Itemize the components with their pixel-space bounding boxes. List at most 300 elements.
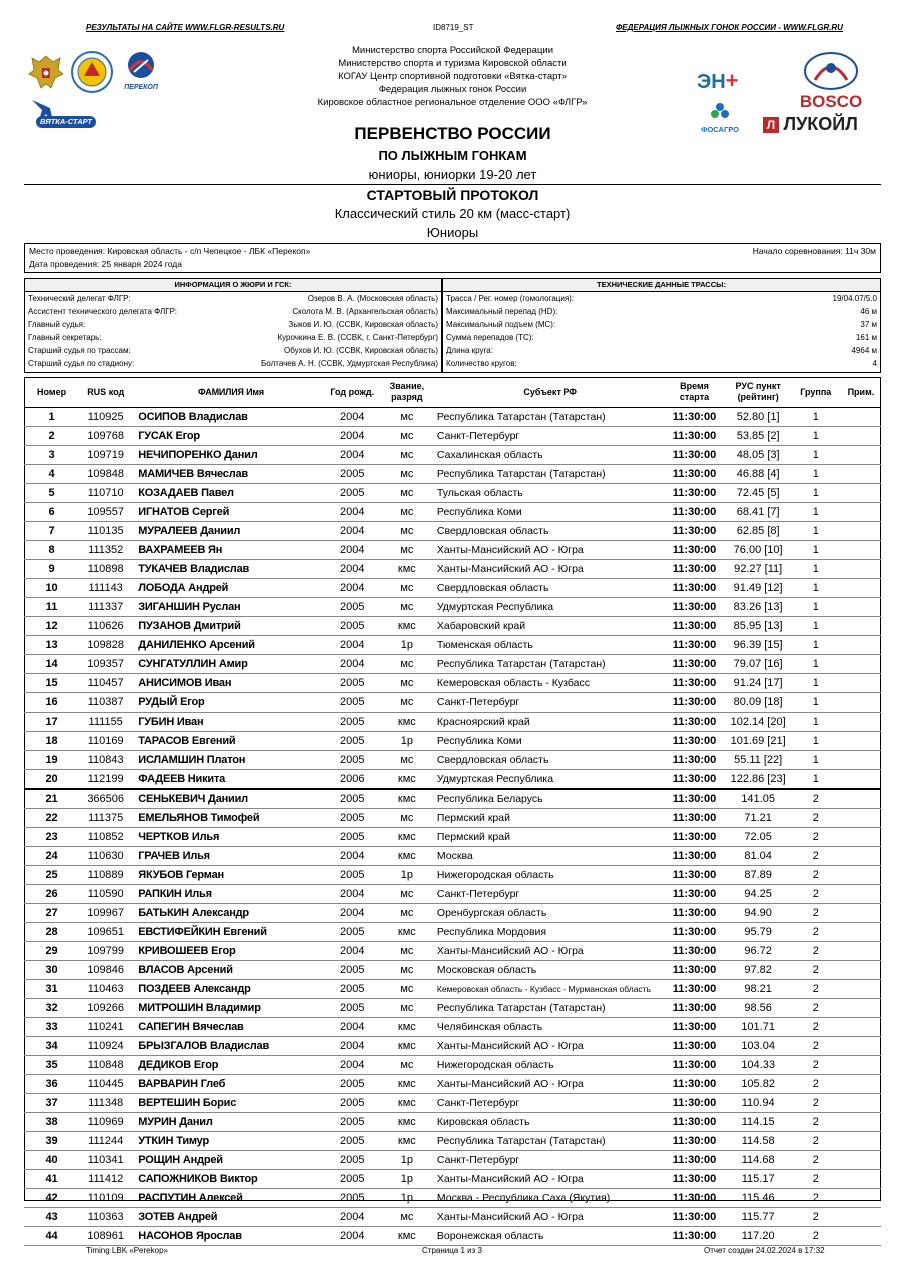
fosagro-text: ФОСАГРО [701,125,739,134]
region: Кемеровская область - Кузбасс [433,674,664,693]
birth-year: 2005 [324,1170,381,1189]
track-value: 4 [872,359,877,368]
table-row [24,541,881,560]
athlete-number: 20 [24,769,79,789]
birth-year: 2005 [324,617,381,636]
athlete-number: 30 [24,960,79,979]
rus-points: 115.77 [726,1208,791,1227]
rus-code: 110363 [79,1208,132,1227]
table-row [24,1056,881,1075]
track-label: Максимальный перепад (HD): [446,307,558,316]
group: 2 [791,1189,841,1208]
birth-year: 2005 [324,827,381,846]
note [841,522,881,541]
jury-value: Зыков И. Ю. (ССВК, Кировская область) [288,320,438,329]
rus-points: 114.68 [726,1151,791,1170]
rus-points: 98.21 [726,979,791,998]
jury-label: Главный секретарь: [28,333,102,342]
rank: кмс [381,560,433,579]
athlete-number: 21 [24,789,79,809]
note [841,1113,881,1132]
rank: мс [381,750,433,769]
note [841,541,881,560]
note [841,1037,881,1056]
start-time: 11:30:00 [663,1227,725,1246]
athlete-name: ЛОБОДА Андрей [132,579,323,598]
region: Республика Коми [433,731,664,750]
group: 2 [791,1018,841,1037]
region: Нижегородская область [433,865,664,884]
rus-code: 111375 [79,808,132,827]
start-time: 11:30:00 [663,712,725,731]
table-row [24,941,881,960]
group: 1 [791,636,841,655]
jury-value: Болтачев А. Н. (ССВК, Удмуртская Республика) [261,359,438,368]
region: Пермский край [433,808,664,827]
athlete-name: ИГНАТОВ Сергей [132,503,323,522]
group: 1 [791,617,841,636]
athlete-name: АНИСИМОВ Иван [132,674,323,693]
col-header-name: ФАМИЛИЯ Имя [132,377,323,408]
birth-year: 2004 [324,446,381,465]
rus-points: 55.11 [22] [726,750,791,769]
table-row [24,769,881,789]
group: 1 [791,693,841,712]
table-row [24,1037,881,1056]
athlete-number: 11 [24,598,79,617]
group: 1 [791,446,841,465]
note [841,1132,881,1151]
table-row [24,827,881,846]
table-row [24,789,881,809]
region: Московская область [433,960,664,979]
note [841,712,881,731]
rus-points: 103.04 [726,1037,791,1056]
start-time: 11:30:00 [663,884,725,903]
age-group: юниоры, юниорки 19-20 лет [368,167,537,182]
start-time: 11:30:00 [663,579,725,598]
athlete-number: 12 [24,617,79,636]
col-header-region: Субъект РФ [433,377,664,408]
region: Республика Татарстан (Татарстан) [433,998,664,1017]
table-row [24,998,881,1017]
table-row [24,922,881,941]
region: Тульская область [433,484,664,503]
jury-value: Курочкина Е. В. (ССВК, г. Санкт-Петербург) [277,333,438,342]
region: Республика Татарстан (Татарстан) [433,655,664,674]
region: Удмуртская Республика [433,598,664,617]
athlete-number: 32 [24,998,79,1017]
athlete-name: ВЕРТЕШИН Борис [132,1094,323,1113]
rus-points: 79.07 [16] [726,655,791,674]
col-header-rank-line2: разряд [391,392,423,402]
rank: мс [381,941,433,960]
rus-code: 109848 [79,465,132,484]
track-value: 161 м [855,333,877,342]
birth-year: 2005 [324,674,381,693]
region: Свердловская область [433,750,664,769]
rank: мс [381,541,433,560]
table-row [24,427,881,446]
athlete-name: ВАХРАМЕЕВ Ян [132,541,323,560]
rus-code: 110852 [79,827,132,846]
region: Воронежская область [433,1227,664,1246]
athlete-name: МАМИЧЕВ Вячеслав [132,465,323,484]
table-row [24,884,881,903]
rus-points: 91.49 [12] [726,579,791,598]
note [841,446,881,465]
region: Ханты-Мансийский АО - Югра [433,1208,664,1227]
table-row [24,408,881,427]
athlete-number: 7 [24,522,79,541]
birth-year: 2005 [324,808,381,827]
rus-points: 101.69 [21] [726,731,791,750]
rus-points: 115.17 [726,1170,791,1189]
rus-code: 109357 [79,655,132,674]
col-header-points-line2: (рейтинг) [737,392,779,402]
rus-code: 110387 [79,693,132,712]
rus-points: 87.89 [726,865,791,884]
athlete-name: ОСИПОВ Владислав [132,408,323,427]
athlete-number: 34 [24,1037,79,1056]
col-header-rus-points [726,377,791,408]
birth-year: 2004 [324,1208,381,1227]
rus-points: 122.86 [23] [726,769,791,789]
rus-code: 110925 [79,408,132,427]
rank: кмс [381,1018,433,1037]
document-id: ID8719_ST [433,23,474,32]
rus-code: 110848 [79,1056,132,1075]
start-time: 11:30:00 [663,941,725,960]
perekop-logo [118,50,164,92]
region: Санкт-Петербург [433,1151,664,1170]
table-row [24,465,881,484]
rank: мс [381,465,433,484]
lukoil-icon: Л [763,117,779,133]
table-row [24,979,881,998]
rank: кмс [381,846,433,865]
athlete-number: 1 [24,408,79,427]
birth-year: 2005 [324,693,381,712]
athlete-number: 22 [24,808,79,827]
birth-year: 2004 [324,846,381,865]
rus-code: 110889 [79,865,132,884]
track-label: Максимальный подъем (MC): [446,320,556,329]
group: 2 [791,979,841,998]
jury-label: Ассистент технического делегата ФЛГР: [28,307,177,316]
start-time: 11:30:00 [663,636,725,655]
group: 2 [791,960,841,979]
rus-points: 52.80 [1] [726,408,791,427]
start-time: 11:30:00 [663,903,725,922]
table-row [24,1132,881,1151]
birth-year: 2004 [324,903,381,922]
race-title: Классический стиль 20 км (масс-старт) [334,206,571,221]
group: 1 [791,560,841,579]
rus-code: 110241 [79,1018,132,1037]
region: Хабаровский край [433,617,664,636]
athlete-number: 33 [24,1018,79,1037]
table-row [24,1075,881,1094]
table-row [24,846,881,865]
col-header-time-line2: старта [679,392,710,402]
birth-year: 2005 [324,1075,381,1094]
rank: кмс [381,789,433,809]
group: 1 [791,541,841,560]
start-time: 11:30:00 [663,408,725,427]
birth-year: 2005 [324,1113,381,1132]
athlete-name: ЕМЕЛЬЯНОВ Тимофей [132,808,323,827]
note [841,941,881,960]
start-time: 11:30:00 [663,808,725,827]
note [841,1018,881,1037]
vyatka-start-logo [28,96,98,132]
region: Ханты-Мансийский АО - Югра [433,560,664,579]
rus-code: 110626 [79,617,132,636]
athlete-name: ДАНИЛЕНКО Арсений [132,636,323,655]
rus-code: 110630 [79,846,132,865]
birth-year: 2005 [324,731,381,750]
start-list-table [24,377,881,1246]
birth-year: 2004 [324,427,381,446]
rus-points: 83.26 [13] [726,598,791,617]
athlete-number: 13 [24,636,79,655]
rank: мс [381,884,433,903]
rank: мс [381,903,433,922]
col-header-group: Группа [791,377,841,408]
jury-value: Сколота М. В. (Архангельская область) [292,307,438,316]
region: Республика Коми [433,503,664,522]
rus-points: 98.56 [726,998,791,1017]
birth-year: 2005 [324,465,381,484]
athlete-number: 4 [24,465,79,484]
region: Республика Беларусь [433,789,664,809]
rus-code: 108961 [79,1227,132,1246]
birth-year: 2005 [324,484,381,503]
plus-icon: + [725,68,739,93]
venue-date: Дата проведения: 25 января 2024 года [29,259,182,269]
bosco-logo [798,52,864,110]
table-row [24,808,881,827]
note [841,1151,881,1170]
rus-code: 110341 [79,1151,132,1170]
start-time: 11:30:00 [663,503,725,522]
jury-box [24,278,442,373]
table-row [24,446,881,465]
athlete-name: ИСЛАМШИН Платон [132,750,323,769]
rank: 1р [381,865,433,884]
start-time: 11:30:00 [663,560,725,579]
track-label: Количество кругов: [446,359,517,368]
start-time: 11:30:00 [663,922,725,941]
jury-label: Технический делегат ФЛГР: [28,294,131,303]
group: 2 [791,1132,841,1151]
rank: мс [381,693,433,712]
athlete-number: 5 [24,484,79,503]
region: Санкт-Петербург [433,427,664,446]
athlete-number: 6 [24,503,79,522]
note [841,1227,881,1246]
birth-year: 2005 [324,1189,381,1208]
rus-points: 91.24 [17] [726,674,791,693]
venue-place: Место проведения: Кировская область - с/п Чепецкое - ЛБК «Перекоп» [29,246,311,256]
col-header-rank [381,377,433,408]
rus-code: 110109 [79,1189,132,1208]
group: 2 [791,865,841,884]
rank: мс [381,484,433,503]
group: 1 [791,598,841,617]
start-time: 11:30:00 [663,827,725,846]
rus-points: 101.71 [726,1018,791,1037]
start-time: 11:30:00 [663,617,725,636]
rus-points: 68.41 [7] [726,503,791,522]
group: 2 [791,1227,841,1246]
rus-points: 110.94 [726,1094,791,1113]
rank: 1р [381,1170,433,1189]
athlete-number: 29 [24,941,79,960]
jury-label: Старший судья по стадиону: [28,359,135,368]
lukoil-logo [763,114,873,136]
start-time: 11:30:00 [663,1132,725,1151]
rank: мс [381,427,433,446]
region: Тюменская область [433,636,664,655]
rus-points: 95.79 [726,922,791,941]
start-time: 11:30:00 [663,522,725,541]
region: Республика Татарстан (Татарстан) [433,408,664,427]
region: Оренбургская область [433,903,664,922]
athlete-name: ТУКАЧЕВ Владислав [132,560,323,579]
group: 1 [791,712,841,731]
table-row [24,960,881,979]
region: Ханты-Мансийский АО - Югра [433,941,664,960]
table-row [24,522,881,541]
divider [24,184,881,185]
birth-year: 2004 [324,1037,381,1056]
table-row [24,750,881,769]
note [841,617,881,636]
note [841,674,881,693]
athlete-number: 24 [24,846,79,865]
vyatka-start-text: ВЯТКА-СТАРТ [40,117,92,126]
results-site-link[interactable]: РЕЗУЛЬТАТЫ НА САЙТЕ WWW.FLGR-RESULTS.RU [86,23,285,32]
athlete-name: ТАРАСОВ Евгений [132,731,323,750]
table-row [24,1208,881,1227]
rus-code: 109557 [79,503,132,522]
start-time: 11:30:00 [663,1208,725,1227]
lukoil-text: ЛУКОЙЛ [783,114,858,134]
athlete-name: ВАРВАРИН Глеб [132,1075,323,1094]
region: Республика Мордовия [433,922,664,941]
rus-points: 85.95 [13] [726,617,791,636]
rank: мс [381,1208,433,1227]
athlete-name: ГРАЧЕВ Илья [132,846,323,865]
birth-year: 2005 [324,960,381,979]
org-line: Федерация лыжных гонок России [378,84,527,95]
group: 2 [791,789,841,809]
athlete-number: 40 [24,1151,79,1170]
federation-site-link[interactable]: ФЕДЕРАЦИЯ ЛЫЖНЫХ ГОНОК РОССИИ - WWW.FLGR.RU [616,23,843,32]
start-time: 11:30:00 [663,1170,725,1189]
footer-report-date: Отчет создан 24.02.2024 в 17:32 [704,1246,825,1255]
birth-year: 2004 [324,579,381,598]
athlete-name: РУДЫЙ Егор [132,693,323,712]
athlete-name: КОЗАДАЕВ Павел [132,484,323,503]
region: Ханты-Мансийский АО - Югра [433,1075,664,1094]
athlete-number: 8 [24,541,79,560]
table-row [24,1018,881,1037]
birth-year: 2005 [324,598,381,617]
table-row [24,1170,881,1189]
note [841,846,881,865]
rus-points: 105.82 [726,1075,791,1094]
group: 2 [791,903,841,922]
region: Кемеровская область - Кузбасс - Мурманская область [433,979,664,998]
group: 1 [791,579,841,598]
table-row [24,1227,881,1246]
note [841,808,881,827]
table-row [24,1189,881,1208]
footer-timing: Timing LBK «Perekop» [86,1246,168,1255]
start-time: 11:30:00 [663,693,725,712]
note [841,998,881,1017]
rus-code: 109967 [79,903,132,922]
track-box [442,278,881,373]
start-time: 11:30:00 [663,979,725,998]
athlete-number: 18 [24,731,79,750]
group: 2 [791,998,841,1017]
jury-label: Старший судья по трассам: [28,346,131,355]
jury-label: Главный судья: [28,320,86,329]
col-header-time-line1: Время [680,381,709,391]
athlete-name: БРЫЗГАЛОВ Владислав [132,1037,323,1056]
region: Красноярский край [433,712,664,731]
sport-ministry-logo [70,50,114,94]
athlete-name: ПОЗДЕЕВ Александр [132,979,323,998]
rank: 1р [381,731,433,750]
table-row [24,1094,881,1113]
note [841,484,881,503]
region: Ханты-Мансийский АО - Югра [433,541,664,560]
region: Свердловская область [433,522,664,541]
org-line: КОГАУ Центр спортивной подготовки «Вятка-старт» [338,71,567,82]
rus-code: 109719 [79,446,132,465]
start-time: 11:30:00 [663,1151,725,1170]
rank: кмс [381,1113,433,1132]
group: 1 [791,731,841,750]
rus-code: 111337 [79,598,132,617]
org-line: Кировское областное региональное отделение ООО «ФЛГР» [317,97,588,108]
table-row [24,579,881,598]
rus-points: 46.88 [4] [726,465,791,484]
org-line: Министерство спорта Российской Федерации [351,45,554,56]
start-time: 11:30:00 [663,1189,725,1208]
start-time: 11:30:00 [663,789,725,809]
rus-code: 366506 [79,789,132,809]
rank: 1р [381,1189,433,1208]
rus-points: 115.46 [726,1189,791,1208]
rus-code: 109799 [79,941,132,960]
rank: мс [381,522,433,541]
venue-start: Начало соревнования: 11ч 30м [752,246,876,256]
athlete-number: 38 [24,1113,79,1132]
start-time: 11:30:00 [663,541,725,560]
athlete-number: 15 [24,674,79,693]
track-value: 37 м [860,320,877,329]
russia-emblem-logo [27,52,65,92]
rus-points: 141.05 [726,789,791,809]
rus-code: 110135 [79,522,132,541]
footer-page-number: Страница 1 из 3 [422,1246,482,1255]
